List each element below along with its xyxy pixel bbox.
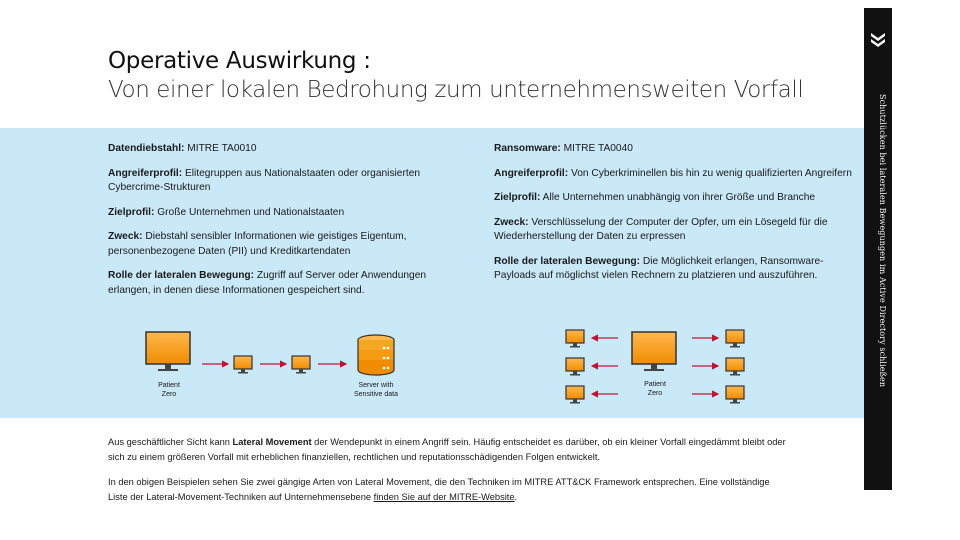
data-theft-heading: Datendiebstahl: MITRE TA0010 xyxy=(108,143,257,154)
target-monitor-left-3-icon xyxy=(566,386,584,404)
data-theft-diagram xyxy=(140,326,430,386)
patient-zero-monitor-right-icon xyxy=(632,332,676,371)
data-theft-purpose: Zweck: Diebstahl sensibler Informationen wie geistiges Eigentum, personenbezogene Daten (PII) und Kreditkartendaten xyxy=(108,231,407,257)
hop-monitor-2-icon xyxy=(292,356,310,374)
patient-zero-label-left: Patient Zero xyxy=(158,382,180,398)
ransomware-role: Rolle der lateralen Bewegung: Die Möglichkeit erlangen, Ransomware-Payloads auf möglichst vielen Rechnern zu platzieren und auszuführen. xyxy=(494,255,824,281)
page-subtitle: Von einer lokalen Bedrohung zum unternehmensweiten Vorfall xyxy=(108,77,804,103)
data-theft-attacker: Angreiferprofil: Elitegruppen aus Nationalstaaten oder organisierten Cybercrime-Strukturen xyxy=(108,167,421,193)
page-title: Operative Auswirkung : xyxy=(108,48,371,74)
target-monitor-right-3-icon xyxy=(726,386,744,404)
ransomware-heading: Ransomware: MITRE TA0040 xyxy=(494,143,633,154)
data-theft-target: Zielprofil: Große Unternehmen und Nationalstaaten xyxy=(108,206,345,218)
data-theft-column xyxy=(108,142,458,308)
sidebar xyxy=(864,8,892,490)
ransomware-column xyxy=(494,142,856,294)
hop-monitor-1-icon xyxy=(234,356,252,374)
mitre-website-link[interactable]: finden Sie auf der MITRE-Website xyxy=(373,491,515,502)
server-label: Server with Sensitive data xyxy=(354,382,398,398)
database-server-icon xyxy=(358,335,394,375)
target-monitor-right-2-icon xyxy=(726,358,744,376)
target-monitor-left-2-icon xyxy=(566,358,584,376)
target-monitor-left-1-icon xyxy=(566,330,584,348)
patient-zero-monitor-icon xyxy=(146,332,190,371)
ransomware-target: Zielprofil: Alle Unternehmen unabhängig von ihrer Größe und Branche xyxy=(494,192,816,203)
sidebar-title: Schutzlücken bei lateralen Bewegungen im Active Directory schließen xyxy=(878,94,887,388)
ransomware-attacker: Angreiferprofil: Von Cyberkriminellen bis hin zu wenig qualifizierten Angreifern xyxy=(494,167,852,179)
chevron-logo-icon xyxy=(870,30,886,48)
footer-paragraph-2: In den obigen Beispielen sehen Sie zwei gängige Arten von Lateral Movement, die den Techniken im MITRE ATT&CK Framework entsprechen. Eine vollständige Liste der Lateral-Movement-Techniken auf Unternehmensebene finden Sie auf der MITRE-Website. xyxy=(108,477,770,502)
footer-paragraph-1: Aus geschäftlicher Sicht kann Lateral Movement der Wendepunkt in einem Angriff sein. Häufig entscheidet es darüber, ob ein kleiner Vorfall eingedämmt bleibt oder sich zu einem größeren Vorfall mit erheblichen finanziellen, rechtlichen und reputationsschädigenden Folgen entwickelt. xyxy=(108,437,786,462)
ransomware-purpose: Zweck: Verschlüsselung der Computer der Opfer, um ein Lösegeld für die Wiederherstellung der Daten zu erpressen xyxy=(494,216,828,242)
data-theft-role: Rolle der lateralen Bewegung: Zugriff auf Server oder Anwendungen erlangen, in denen diese Informationen gespeichert sind. xyxy=(108,270,427,296)
target-monitor-right-1-icon xyxy=(726,330,744,348)
patient-zero-label-right: Patient Zero xyxy=(644,381,666,397)
